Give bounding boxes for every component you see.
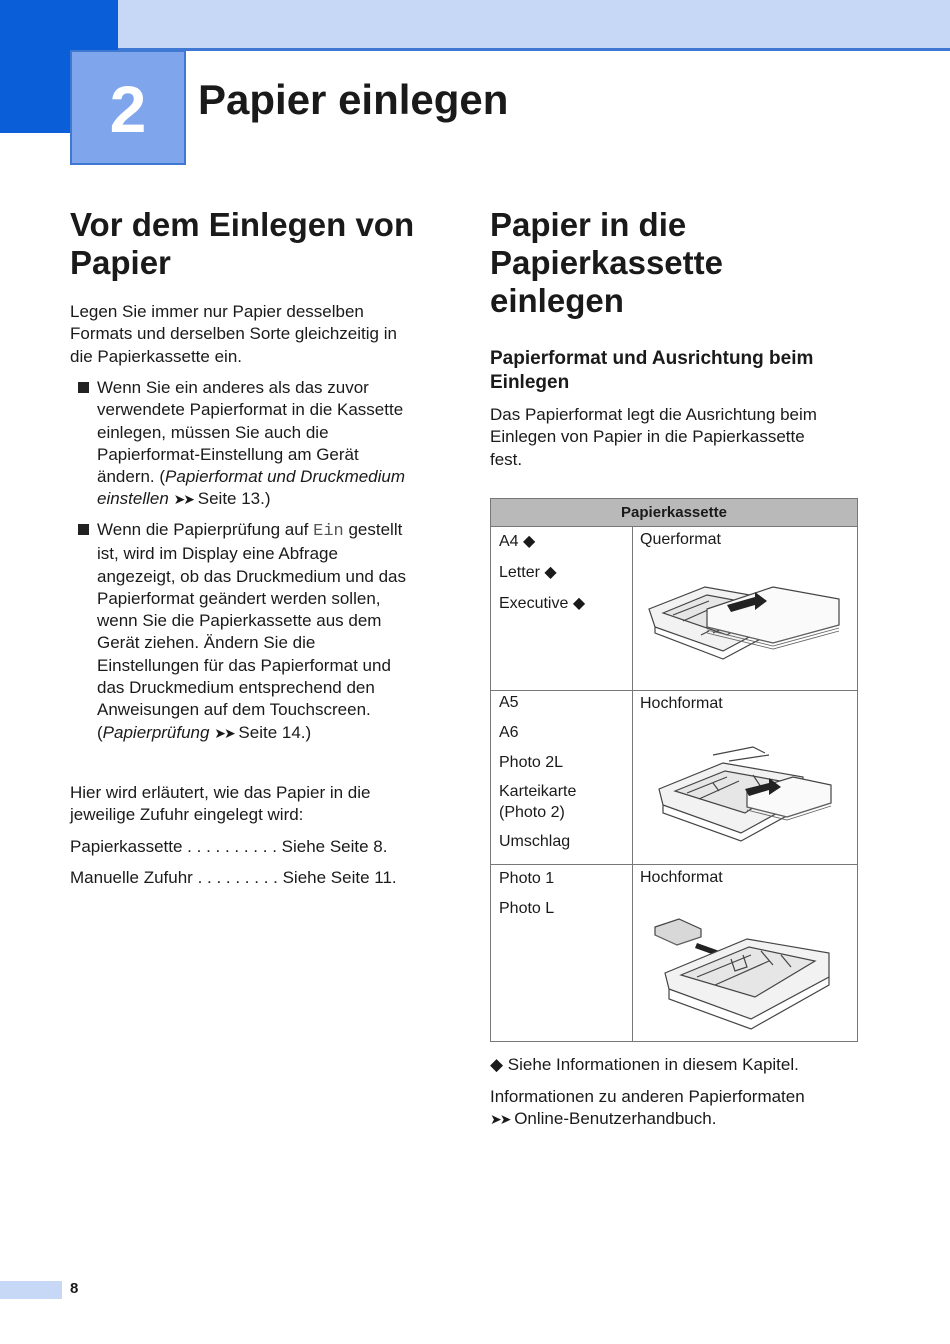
heading-line: Papierkassette <box>490 244 723 281</box>
table-header: Papierkassette <box>491 499 858 527</box>
orientation-cell <box>633 691 858 865</box>
chapter-number: 2 <box>70 50 186 165</box>
orientation-label: Hochformat <box>640 869 723 886</box>
reference-link[interactable]: Papierformat und Druckmedium <box>165 467 406 487</box>
subheading <box>490 347 870 395</box>
text-line: Das Papierformat legt die Ausrichtung beim <box>490 405 817 424</box>
heading-line: Papier <box>70 244 171 281</box>
paper-size: A6 <box>499 724 519 741</box>
paper-format-table <box>490 498 858 1042</box>
header-band-rule <box>118 48 950 51</box>
text-line: Hier wird erläutert, wie das Papier in die <box>70 783 371 802</box>
table-header-row <box>491 499 858 527</box>
setting-value: Ein <box>313 522 344 541</box>
text-line: einlegen, müssen Sie auch die <box>97 422 329 442</box>
toc-entry-manual-feed[interactable] <box>70 867 450 889</box>
text-line: ( <box>97 722 103 742</box>
double-arrow-icon: ➤➤ <box>490 1111 510 1128</box>
double-arrow-icon: ➤➤ <box>214 724 234 741</box>
paper-size: Letter ◆ <box>499 564 557 581</box>
text-line: das Druckmedium entsprechend den <box>97 678 375 698</box>
footnote <box>490 1054 870 1076</box>
left-intro <box>70 301 450 368</box>
reference-link[interactable]: Papierprüfung <box>102 722 210 742</box>
paper-size: (Photo 2) <box>499 804 565 821</box>
square-bullet-icon <box>78 382 89 393</box>
right-intro <box>490 404 870 471</box>
text-line: Anweisungen auf dem Touchscreen. <box>97 700 371 720</box>
bullet-item-format <box>78 377 450 511</box>
table-row <box>491 865 858 1042</box>
orientation-cell <box>633 527 858 691</box>
paper-tray-portrait-illustration <box>653 743 839 843</box>
left-section-heading <box>70 206 450 282</box>
footer-band <box>0 1281 62 1299</box>
text-line: angezeigt, ob das Druckmedium und das <box>97 566 407 586</box>
paper-size: A5 <box>499 694 519 711</box>
table-row <box>491 527 858 691</box>
text-line: Wenn Sie ein anderes als das zuvor <box>97 378 369 397</box>
text-line: verwendete Papierformat in die Kassette <box>97 400 404 420</box>
paper-size: Executive ◆ <box>499 595 586 612</box>
page-number: 8 <box>70 1280 79 1297</box>
text-line: Papierformat-Einstellung am Gerät <box>97 444 359 464</box>
square-bullet-icon <box>78 524 89 535</box>
orientation-cell <box>633 865 858 1042</box>
text-line: Papierformat geändert werden sollen, <box>97 588 381 608</box>
header-band <box>118 0 950 48</box>
paper-size: Karteikarte <box>499 783 577 800</box>
bullet-item-paper-check <box>78 519 450 744</box>
paper-size: A4 ◆ <box>499 533 536 550</box>
page-reference: Seite 14.) <box>233 722 312 742</box>
text-line: ist, wird im Display eine Abfrage <box>97 544 338 564</box>
size-cell <box>491 865 633 1042</box>
text-line: Gerät ziehen. Ändern Sie die <box>97 633 316 653</box>
heading-line: Vor dem Einlegen von <box>70 206 415 243</box>
paper-tray-landscape-illustration <box>643 575 849 665</box>
double-arrow-icon: ➤➤ <box>173 491 194 508</box>
text-line: Formats und derselben Sorte gleichzeitig in <box>70 324 397 344</box>
text-line: jeweilige Zufuhr eingelegt wird: <box>70 805 304 825</box>
page-reference: Seite 13.) <box>193 489 271 509</box>
text-line: die Papierkassette ein. <box>70 346 242 366</box>
paper-size: Umschlag <box>499 833 571 850</box>
feed-intro <box>70 782 450 827</box>
toc-label: Manuelle Zufuhr . . . . . . . . . Siehe Seite 11. <box>70 868 397 887</box>
text-line: wenn Sie die Papierkassette aus dem <box>97 611 382 631</box>
toc-label: Papierkassette . . . . . . . . . . Siehe Seite 8. <box>70 837 388 856</box>
paper-size: Photo L <box>499 900 555 917</box>
chapter-title: Papier einlegen <box>198 76 509 123</box>
orientation-label: Querformat <box>640 531 721 548</box>
text-line: Legen Sie immer nur Papier desselben <box>70 302 364 321</box>
text-line: gestellt <box>343 520 403 539</box>
heading-line: einlegen <box>490 282 624 319</box>
right-section-heading <box>490 206 870 320</box>
footnote-text: ◆ Siehe Informationen in diesem Kapitel. <box>490 1055 799 1074</box>
text-line: fest. <box>490 449 523 469</box>
size-cell <box>491 527 633 691</box>
orientation-label: Hochformat <box>640 695 723 712</box>
paper-size: Photo 1 <box>499 870 555 887</box>
text-line: ändern. ( <box>97 467 166 487</box>
text-line: Wenn die Papierprüfung auf <box>97 520 314 539</box>
table-row <box>491 691 858 865</box>
heading-line: Einlegen <box>490 372 570 393</box>
heading-line: Papier in die <box>490 206 687 243</box>
online-guide-reference[interactable]: Online-Benutzerhandbuch. <box>509 1109 717 1129</box>
text-line: Einlegen von Papier in die Papierkassette <box>490 427 805 447</box>
size-cell <box>491 691 633 865</box>
photo-tray-illustration <box>651 915 841 1035</box>
text-line: Einstellungen für das Papierformat und <box>97 655 391 675</box>
toc-entry-paper-tray[interactable] <box>70 836 450 858</box>
text-line: Informationen zu anderen Papierformaten <box>490 1087 805 1106</box>
heading-line: Papierformat und Ausrichtung beim <box>490 348 814 369</box>
reference-link[interactable]: einstellen <box>97 489 169 509</box>
paper-size: Photo 2L <box>499 754 564 771</box>
more-info <box>490 1086 870 1131</box>
